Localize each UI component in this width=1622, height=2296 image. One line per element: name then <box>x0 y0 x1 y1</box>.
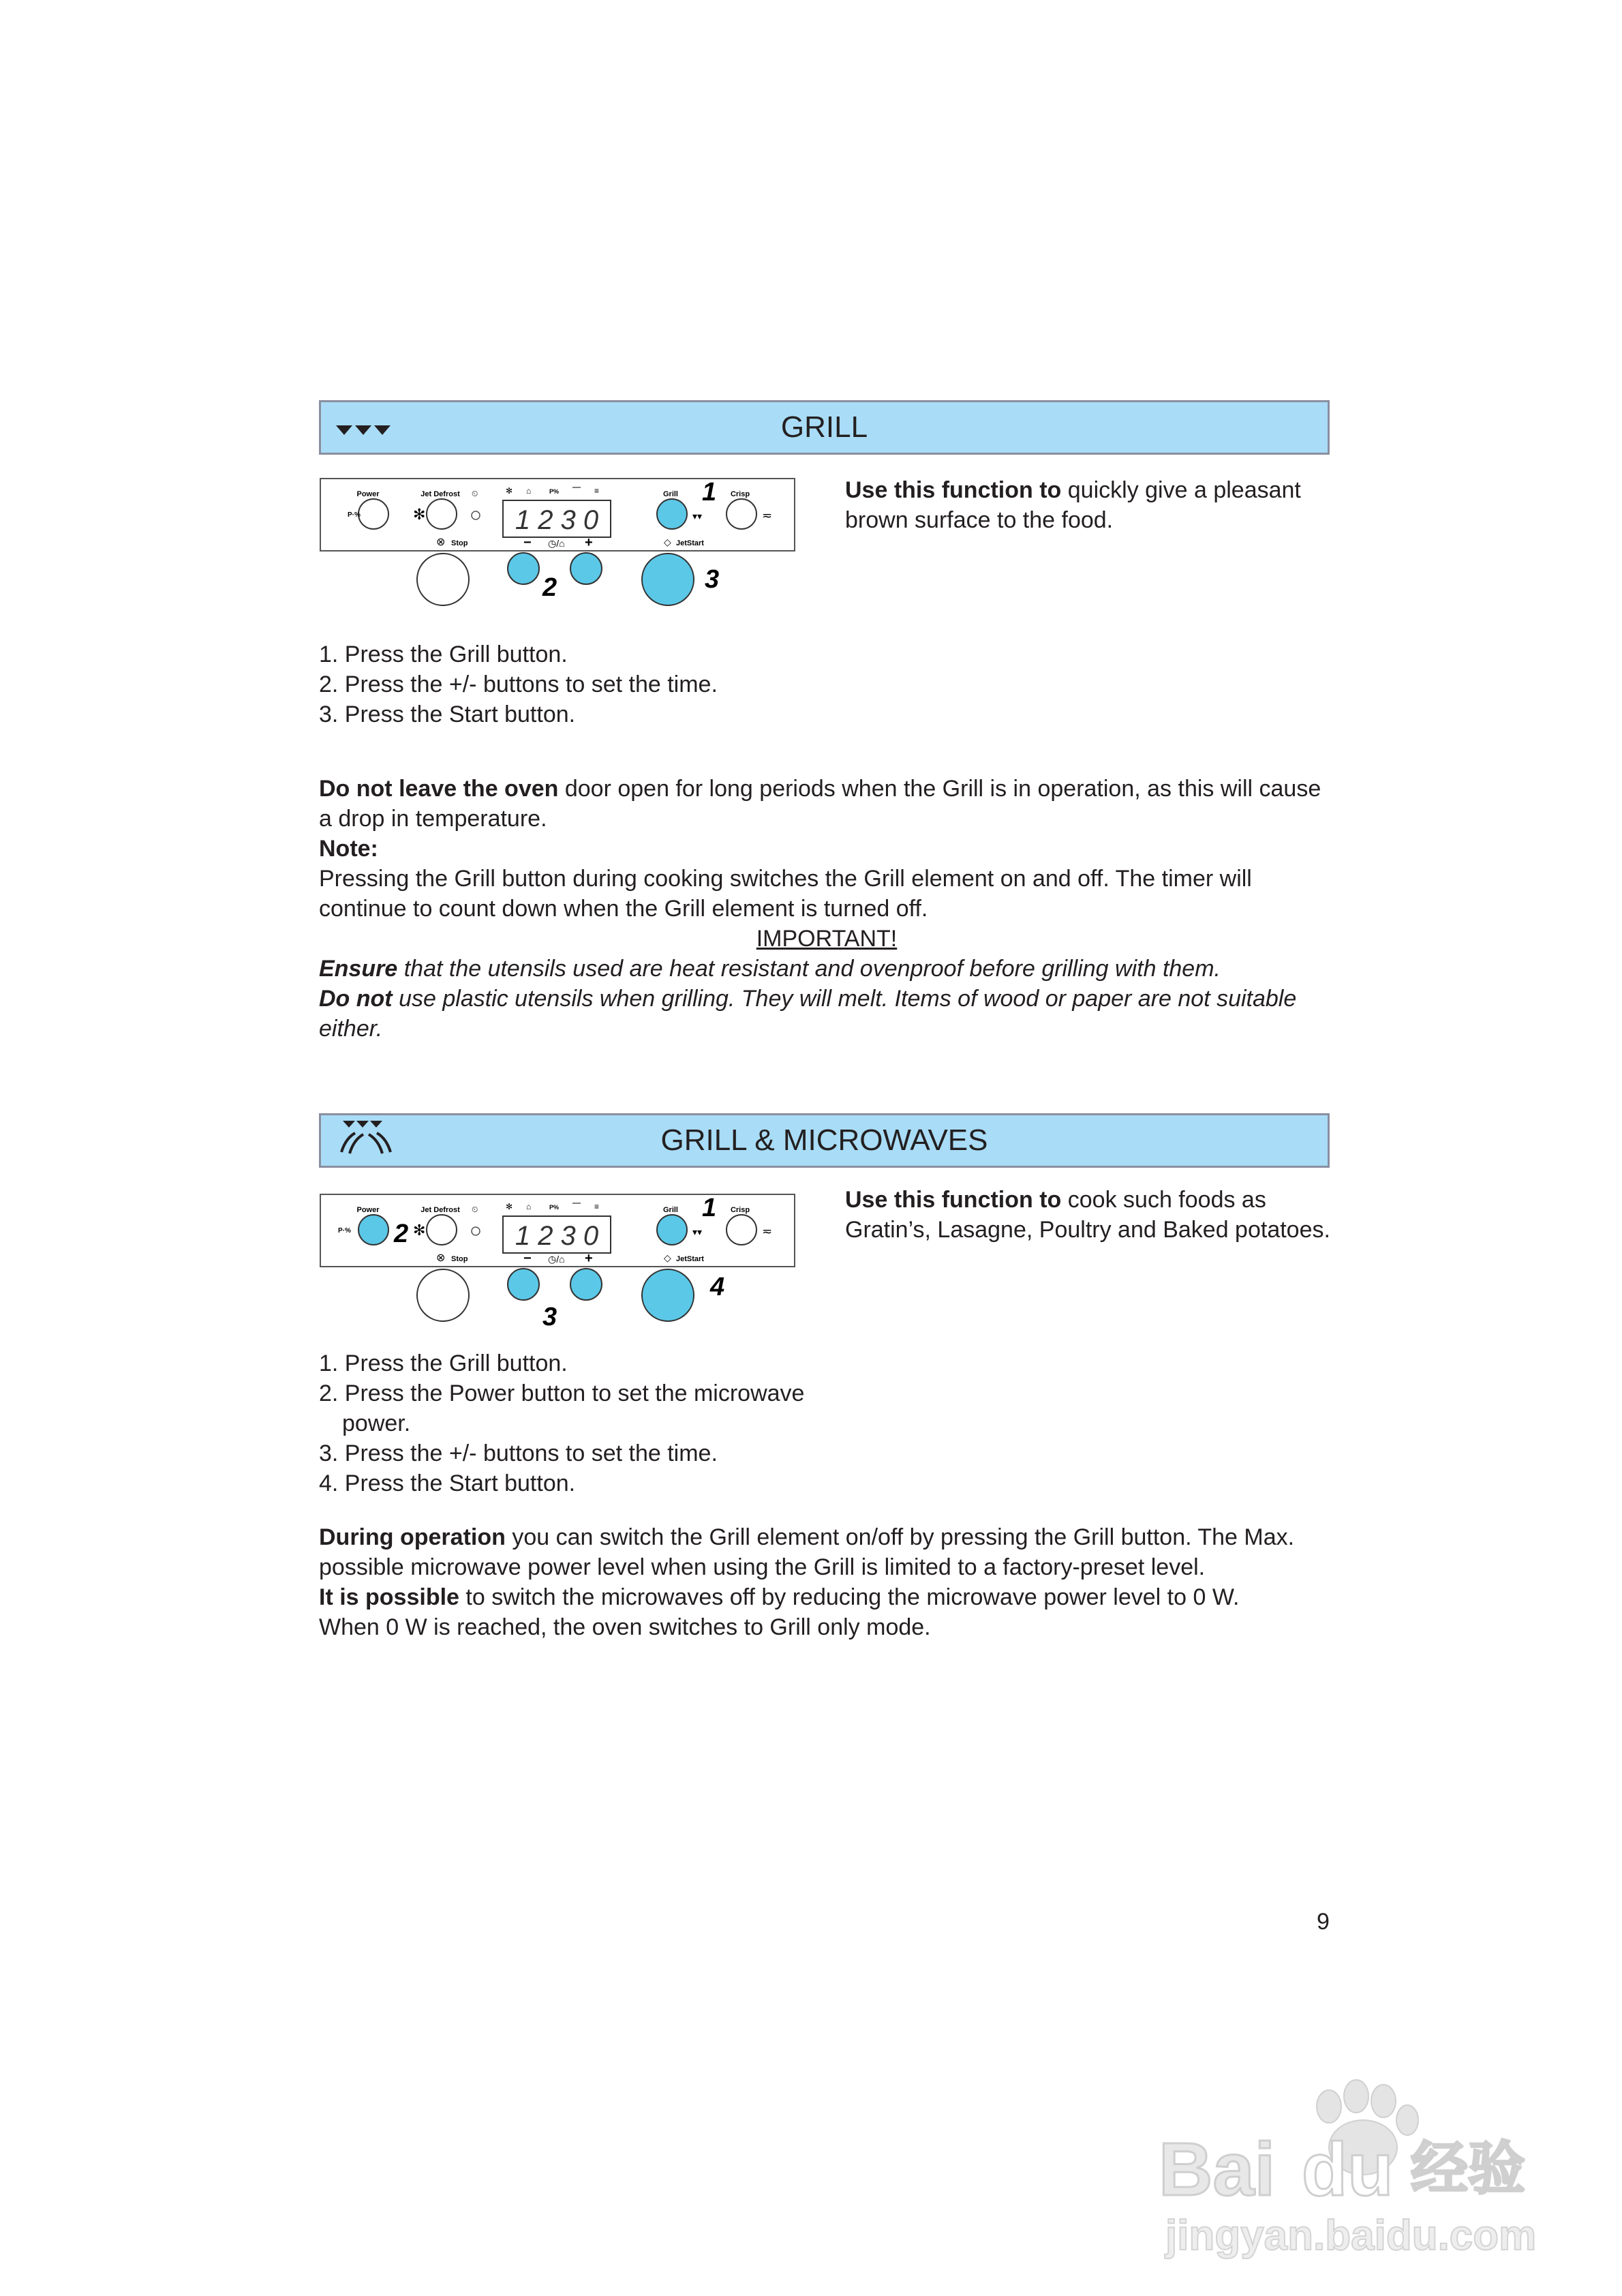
during-text: you can switch the Grill element on/off by pressing the Grill button. The Max. possible microwave power level when using the Grill is limited to a factory-preset level. <box>319 1524 1295 1580</box>
timer-icon: ⏲ <box>472 489 478 498</box>
step-item: 3. Press the +/- buttons to set the time. <box>319 1440 718 1466</box>
step-item: 2. Press the Power button to set the microwave <box>319 1380 805 1406</box>
svg-text:Bai: Bai <box>1159 2128 1276 2211</box>
step-item-continued: power. <box>342 1410 411 1436</box>
baidu-watermark-logo <box>1159 2066 1567 2270</box>
minus-label: − <box>523 535 532 550</box>
svg-text:经验: 经验 <box>1411 2135 1526 2202</box>
possible-text: to switch the microwaves off by reducing the microwave power level to 0 W. <box>459 1584 1240 1610</box>
start-button[interactable] <box>642 554 694 605</box>
intro-text: cook such foods as Gratin’s, Lasagne, Poultry and Baked potatoes. <box>845 1187 1330 1243</box>
step-item: 1. Press the Grill button. <box>319 1350 568 1376</box>
timer-weight-icon: ◷/⌂ <box>548 538 565 549</box>
jet-defrost-label: Jet Defrost <box>420 490 460 498</box>
grill-button[interactable] <box>657 1215 687 1245</box>
indicator-light <box>472 1227 480 1235</box>
when-text: When 0 W is reached, the oven switches to Grill only mode. <box>319 1614 931 1640</box>
jet-defrost-label: Jet Defrost <box>420 1206 460 1214</box>
crisp-mode-icon: ≡ <box>594 486 600 496</box>
display-digits: 1 2 3 0 <box>515 1221 599 1251</box>
weight-icon: ⌂ <box>526 486 532 496</box>
intro-bold: Use this function to <box>845 1187 1062 1213</box>
warning-text: door open for long periods when the Grill is in operation, as this will cause a drop in temperature. <box>319 776 1321 832</box>
donot-paragraph <box>319 984 1334 1044</box>
control-panel-diagram <box>319 1193 810 1336</box>
ensure-paragraph <box>319 954 1334 984</box>
callout-3: 3 <box>542 1303 557 1331</box>
during-bold: During operation <box>319 1524 506 1550</box>
possible-bold: It is possible <box>319 1584 459 1610</box>
page-number: 9 <box>1317 1909 1330 1935</box>
possible-paragraph <box>319 1582 1334 1612</box>
important-heading: IMPORTANT! <box>756 926 898 952</box>
jet-defrost-button[interactable] <box>427 499 457 529</box>
crisp-icon: ≂ <box>762 509 773 522</box>
grill-small-icon: ▾▾ <box>692 511 703 522</box>
plus-label: + <box>585 1251 593 1266</box>
crisp-button[interactable] <box>726 1215 756 1245</box>
donot-bold: Do not <box>319 986 393 1012</box>
crisp-label: Crisp <box>730 1206 750 1214</box>
power-button[interactable] <box>358 1215 388 1245</box>
start-button[interactable] <box>642 1269 694 1321</box>
grill-microwaves-intro <box>845 1185 1336 1245</box>
stop-button[interactable] <box>417 554 469 605</box>
plus-button[interactable] <box>570 1269 602 1300</box>
stop-button[interactable] <box>417 1269 469 1321</box>
note-label: Note: <box>319 836 378 862</box>
defrost-mode-icon: ✻ <box>506 1202 513 1211</box>
power-level-icon: P·% <box>348 511 361 519</box>
step-item: 2. Press the +/- buttons to set the time. <box>319 671 718 697</box>
weight-icon: ⌂ <box>526 1202 532 1211</box>
callout-4: 4 <box>710 1273 725 1301</box>
jetstart-label: JetStart <box>676 1255 704 1263</box>
crisp-mode-icon: ≡ <box>594 1202 600 1211</box>
stop-icon: ⊗ <box>436 537 446 548</box>
warning-bold: Do not leave the oven <box>319 776 559 802</box>
minus-button[interactable] <box>508 1269 539 1300</box>
display-digits: 1 2 3 0 <box>515 505 599 535</box>
during-paragraph <box>319 1522 1334 1582</box>
control-panel-diagram <box>319 477 810 614</box>
indicator-light <box>472 511 480 519</box>
power-label: Power <box>356 1206 380 1214</box>
intro-text: quickly give a pleasant brown surface to the food. <box>845 477 1301 533</box>
grill-label: Grill <box>662 1206 679 1214</box>
plus-label: + <box>585 535 593 550</box>
step-item: 1. Press the Grill button. <box>319 641 568 667</box>
grill-label: Grill <box>662 490 679 498</box>
minus-label: − <box>523 1251 532 1266</box>
power-button[interactable] <box>358 499 388 529</box>
stop-icon: ⊗ <box>436 1252 446 1264</box>
jetstart-icon: ◇ <box>664 1252 671 1263</box>
jet-defrost-button[interactable] <box>427 1215 457 1245</box>
power-mode-icon: P% <box>549 1204 560 1211</box>
callout-1: 1 <box>702 478 717 507</box>
callout-3: 3 <box>705 565 720 594</box>
grill-microwaves-steps <box>319 1348 804 1498</box>
svg-text:du: du <box>1302 2128 1394 2211</box>
grill-small-icon: ▾▾ <box>692 1226 703 1237</box>
crisp-icon: ≂ <box>762 1224 773 1238</box>
grill-button[interactable] <box>657 499 687 529</box>
crisp-button[interactable] <box>726 499 756 529</box>
stop-label: Stop <box>451 539 468 547</box>
timer-weight-icon: ◷/⌂ <box>548 1254 565 1265</box>
jetstart-icon: ◇ <box>664 537 671 547</box>
grill-steps <box>319 639 718 729</box>
section-title: GRILL <box>780 410 868 444</box>
ensure-text: that the utensils used are heat resistant and ovenproof before grilling with them. <box>397 956 1221 982</box>
power-mode-icon: P% <box>549 488 560 495</box>
section-header-grill-microwaves <box>319 1113 1330 1168</box>
svg-text:jingyan.baidu.com: jingyan.baidu.com <box>1165 2212 1537 2259</box>
intro-bold: Use this function to <box>845 477 1062 503</box>
stop-label: Stop <box>451 1255 468 1263</box>
callout-2: 2 <box>394 1220 409 1248</box>
ensure-bold: Ensure <box>319 956 398 982</box>
jetstart-label: JetStart <box>676 539 704 547</box>
section-header-grill <box>319 400 1330 455</box>
power-label: Power <box>356 490 380 498</box>
defrost-icon: ✻ <box>413 1222 426 1239</box>
grill-mode-icon: ⎺ <box>572 486 581 496</box>
defrost-icon: ✻ <box>413 506 426 523</box>
crisp-label: Crisp <box>730 490 750 498</box>
defrost-mode-icon: ✻ <box>506 486 513 496</box>
plus-button[interactable] <box>570 553 602 584</box>
warning-paragraph <box>319 774 1334 834</box>
power-level-icon: P·% <box>338 1227 351 1235</box>
step-item: 4. Press the Start button. <box>319 1470 576 1496</box>
donot-text: use plastic utensils when grilling. They will melt. Items of wood or paper are not suitable either. <box>319 986 1297 1042</box>
section-title: GRILL & MICROWAVES <box>660 1123 988 1157</box>
callout-2: 2 <box>542 573 557 602</box>
grill-notes <box>319 774 1334 1044</box>
grill-mode-icon: ⎺ <box>572 1202 581 1211</box>
timer-icon: ⏲ <box>472 1205 478 1214</box>
step-item: 3. Press the Start button. <box>319 701 576 727</box>
note-text: Pressing the Grill button during cooking switches the Grill element on and off. The timer will continue to count down when the Grill element is turned off. <box>319 866 1252 922</box>
grill-intro <box>845 475 1336 535</box>
minus-button[interactable] <box>508 553 539 584</box>
grill-microwaves-notes <box>319 1522 1334 1642</box>
callout-1: 1 <box>702 1194 717 1222</box>
